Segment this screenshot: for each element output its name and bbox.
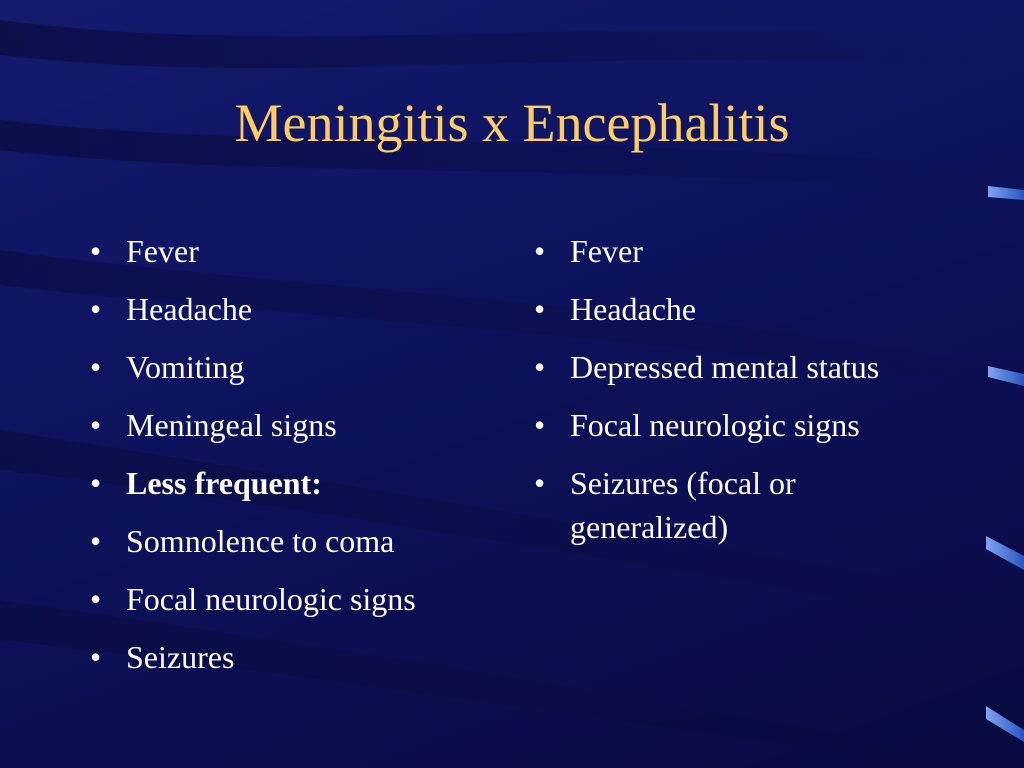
list-item [90, 287, 510, 345]
accent-dash [986, 706, 1024, 742]
list-item [534, 461, 944, 549]
list-item [90, 577, 510, 635]
list-item-text: Fever [126, 233, 199, 269]
bullet-icon: • [534, 407, 546, 443]
list-item-text: Focal neurologic signs [570, 407, 860, 443]
bullet-icon: • [90, 639, 102, 675]
bullet-icon: • [534, 349, 546, 385]
list-item-text: Headache [570, 291, 697, 327]
bullet-icon: • [534, 291, 546, 327]
list-item [534, 403, 944, 447]
slide-title: Meningitis x Encephalitis [234, 93, 790, 153]
accent-dash [986, 536, 1024, 570]
list-item-text: Less frequent: [126, 465, 322, 501]
encephalitis-list [534, 229, 944, 563]
list-item-text: Somnolence to coma [126, 523, 395, 559]
list-item [534, 345, 944, 389]
bullet-icon: • [90, 407, 102, 443]
bullet-icon: • [90, 291, 102, 327]
meningitis-list [90, 229, 510, 693]
bullet-icon: • [534, 233, 546, 269]
list-item-text: Meningeal signs [126, 407, 337, 443]
bullet-icon: • [90, 349, 102, 385]
list-item-text: Fever [570, 233, 643, 269]
bullet-icon: • [90, 523, 102, 559]
list-item [534, 287, 944, 331]
list-item-text: Headache [126, 291, 253, 327]
list-item [90, 461, 510, 519]
list-item [90, 345, 510, 403]
list-item [90, 403, 510, 461]
bullet-icon: • [90, 465, 102, 501]
list-item-text: Seizures (focal or generalized) [570, 465, 796, 545]
list-item [90, 519, 510, 577]
bullet-icon: • [90, 233, 102, 269]
list-item [90, 229, 510, 287]
list-item [90, 635, 510, 693]
list-item-text: Vomiting [126, 349, 245, 385]
list-item-text: Depressed mental status [570, 349, 880, 385]
list-item [534, 229, 944, 273]
list-item-text: Seizures [126, 639, 235, 675]
bullet-icon: • [90, 581, 102, 617]
list-item-text: Focal neurologic signs [126, 581, 416, 617]
bullet-icon: • [534, 465, 546, 501]
